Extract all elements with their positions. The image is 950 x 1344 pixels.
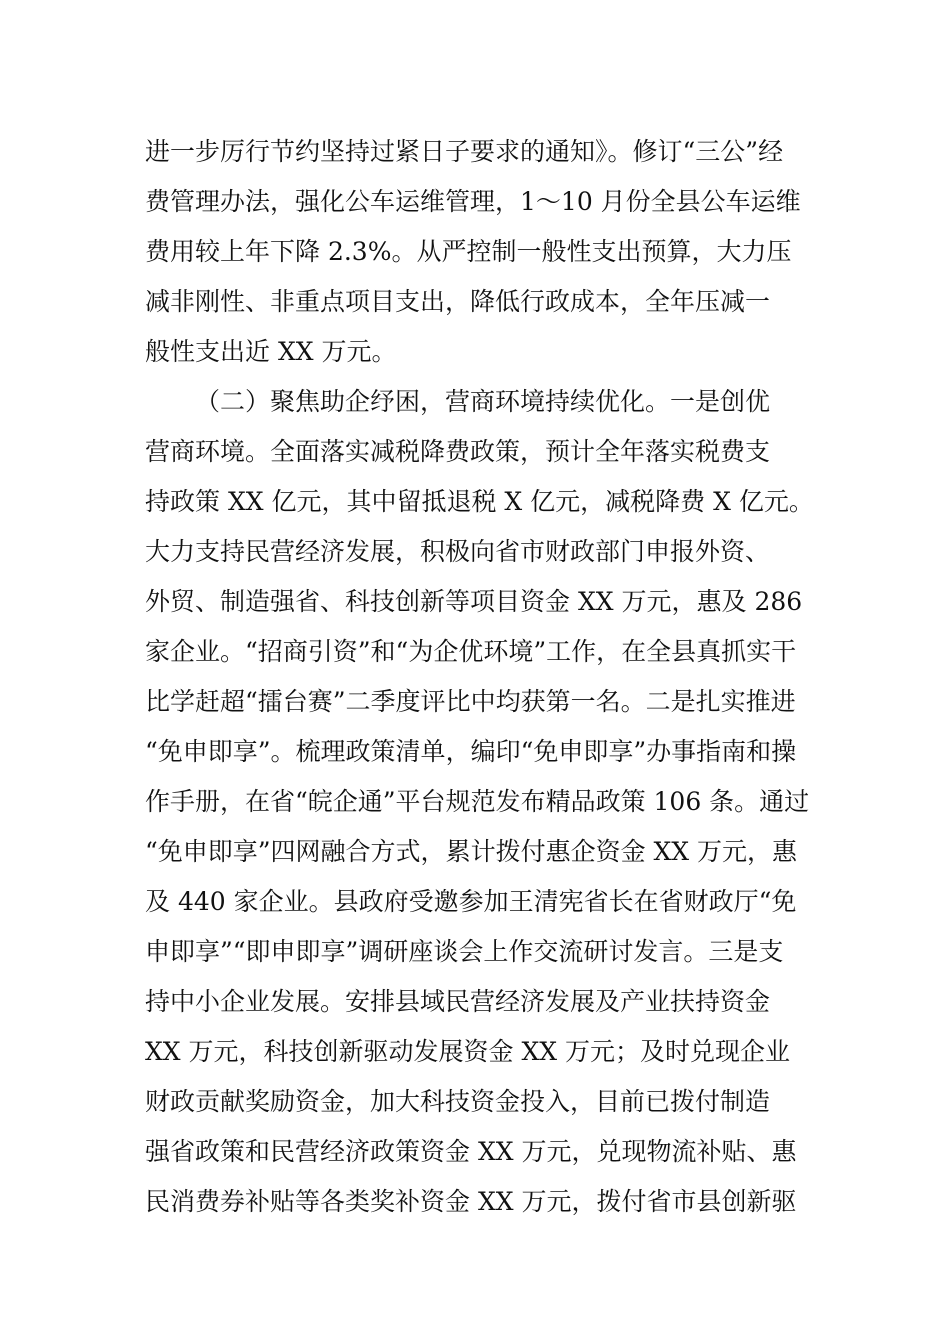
- text-line: 作手册，在省“皖企通”平台规范发布精品政策 106 条。通过: [145, 787, 810, 816]
- text-line: 强省政策和民营经济政策资金 XX 万元，兑现物流补贴、惠: [145, 1137, 797, 1166]
- text-line: 持政策 XX 亿元，其中留抵退税 X 亿元，减税降费 X 亿元。: [145, 487, 814, 516]
- text-line: 家企业。“招商引资”和“为企优环境”工作，在全县真抓实干: [145, 637, 797, 666]
- text-line: 费管理办法，强化公车运维管理，1～10 月份全县公车运维: [145, 187, 801, 216]
- text-line: 及 440 家企业。县政府受邀参加王清宪省长在省财政厅“免: [145, 887, 797, 916]
- text-line: 大力支持民营经济发展，积极向省市财政部门申报外资、: [145, 537, 771, 566]
- text-line: 申即享”“即申即享”调研座谈会上作交流研讨发言。三是支: [145, 937, 784, 966]
- text-line: 费用较上年下降 2.3%。从严控制一般性支出预算，大力压: [145, 237, 792, 266]
- text-line: 般性支出近 XX 万元。: [145, 337, 397, 366]
- text-line: 外贸、制造强省、科技创新等项目资金 XX 万元，惠及 286: [145, 587, 803, 616]
- paragraph-heading-line: （二）聚焦助企纾困，营商环境持续优化。一是创优: [195, 387, 771, 416]
- text-line: “免申即享”。梳理政策清单，编印“免申即享”办事指南和操: [145, 737, 797, 766]
- text-line: 持中小企业发展。安排县域民营经济发展及产业扶持资金: [145, 987, 771, 1016]
- text-line: 民消费券补贴等各类奖补资金 XX 万元，拨付省市县创新驱: [145, 1187, 797, 1216]
- text-line: 比学赶超“擂台赛”二季度评比中均获第一名。二是扎实推进: [145, 687, 796, 716]
- text-line: “免申即享”四网融合方式，累计拨付惠企资金 XX 万元，惠: [145, 837, 798, 866]
- text-line: 减非刚性、非重点项目支出，降低行政成本，全年压减一: [145, 287, 771, 316]
- text-line: XX 万元，科技创新驱动发展资金 XX 万元；及时兑现企业: [145, 1037, 791, 1066]
- text-line: 营商环境。全面落实减税降费政策，预计全年落实税费支: [145, 437, 771, 466]
- text-line: 进一步厉行节约坚持过紧日子要求的通知》。修订“三公”经: [145, 137, 784, 166]
- text-line: 财政贡献奖励资金，加大科技资金投入，目前已拨付制造: [145, 1087, 771, 1116]
